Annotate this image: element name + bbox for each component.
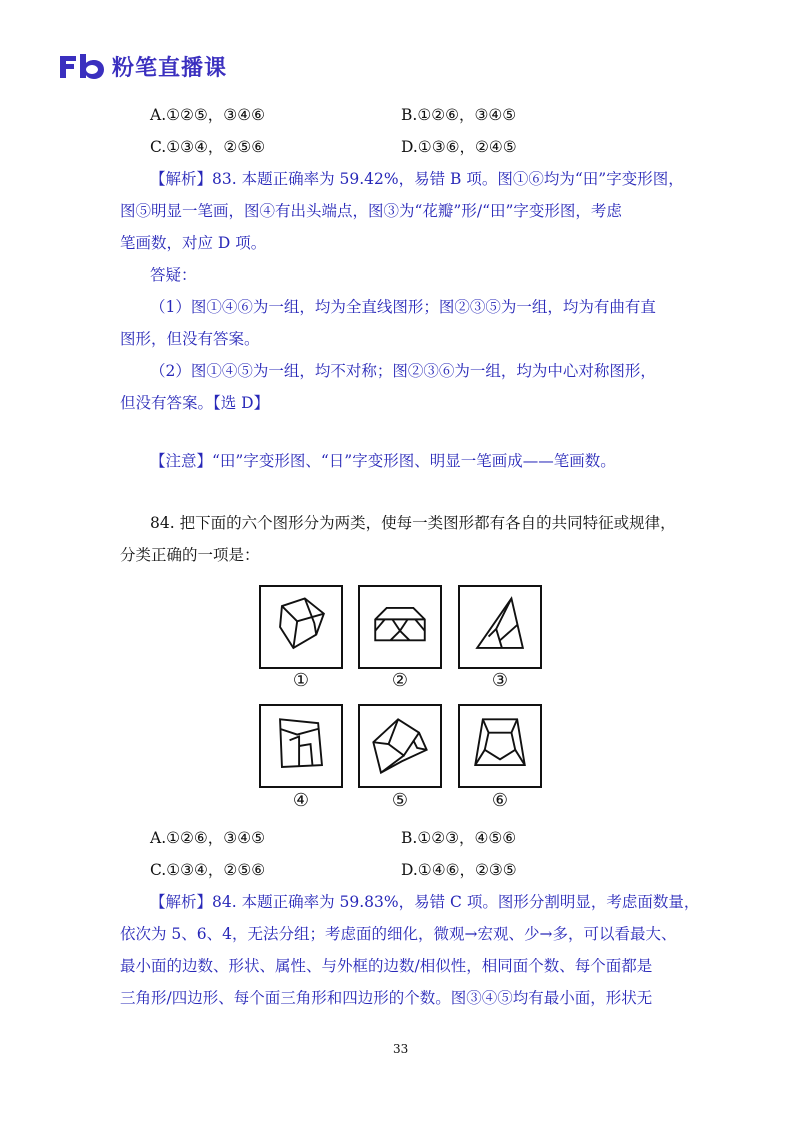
q84-question-line: 84. 把下面的六个图形分为两类，使每一类图形都有各自的共同特征或规律， [150,514,676,532]
brand-name: 粉笔直播课 [112,55,228,81]
q83-qa-title: 答疑： [150,266,197,284]
q84-question-line: 分类正确的一项是： [120,546,260,564]
q83-option-d: D.①③⑥，②④⑤ [401,138,517,156]
figure-1 [259,585,343,669]
q83-qa-line: 图形，但没有答案。 [120,330,260,348]
q84-analysis-line: 最小面的边数、形状、属性、与外框的边数/相似性，相同面个数、每个面都是 [120,957,653,975]
q83-qa-line: （2）图①④⑤为一组，均不对称；图②③⑥为一组，均为中心对称图形， [150,362,656,380]
q83-note: 【注意】“田”字变形图、“日”字变形图、明显一笔画成——笔画数。 [150,452,616,470]
figure-label: ④ [292,790,310,811]
q83-qa-line: 但没有答案。【选 D】 [120,394,270,412]
figure-label: ⑥ [491,790,509,811]
q83-option-c: C.①③④，②⑤⑥ [150,138,266,156]
q83-option-b: B.①②⑥，③④⑤ [401,106,517,124]
figure-6 [458,704,542,788]
q84-option-c: C.①③④，②⑤⑥ [150,861,266,879]
q83-qa-line: （1）图①④⑥为一组，均为全直线图形；图②③⑤为一组，均为有曲有直 [150,298,656,316]
q83-analysis-line: 图⑤明显一笔画，图④有出头端点，图③为“花瓣”形/“田”字变形图，考虑 [120,202,622,220]
q84-option-b: B.①②③，④⑤⑥ [401,829,517,847]
figure-label: ③ [491,670,509,691]
q83-option-a: A.①②⑤，③④⑥ [150,106,265,124]
figure-2 [358,585,442,669]
fb-logo-icon [58,52,106,80]
figure-label: ⑤ [391,790,409,811]
q84-analysis-line: 依次为 5、6、4，无法分组；考虑面的细化，微观→宏观、少→多，可以看最大、 [120,925,677,943]
q83-analysis-line: 笔画数，对应 D 项。 [120,234,267,252]
figure-label: ① [292,670,310,691]
q84-analysis-line: 【解析】84. 本题正确率为 59.83%，易错 C 项。图形分割明显，考虑面数量， [150,893,700,911]
figure-label: ② [391,670,409,691]
brand-logo [58,50,227,82]
q83-analysis-line: 【解析】83. 本题正确率为 59.42%，易错 B 项。图①⑥均为“田”字变形图， [150,170,684,188]
page-number: 33 [393,1042,409,1056]
q84-option-d: D.①④⑥，②③⑤ [401,861,517,879]
figure-5 [358,704,442,788]
q84-option-a: A.①②⑥，③④⑤ [150,829,265,847]
figure-4 [259,704,343,788]
q84-analysis-line: 三角形/四边形、每个面三角形和四边形的个数。图③④⑤均有最小面，形状无 [120,989,653,1007]
figure-3 [458,585,542,669]
